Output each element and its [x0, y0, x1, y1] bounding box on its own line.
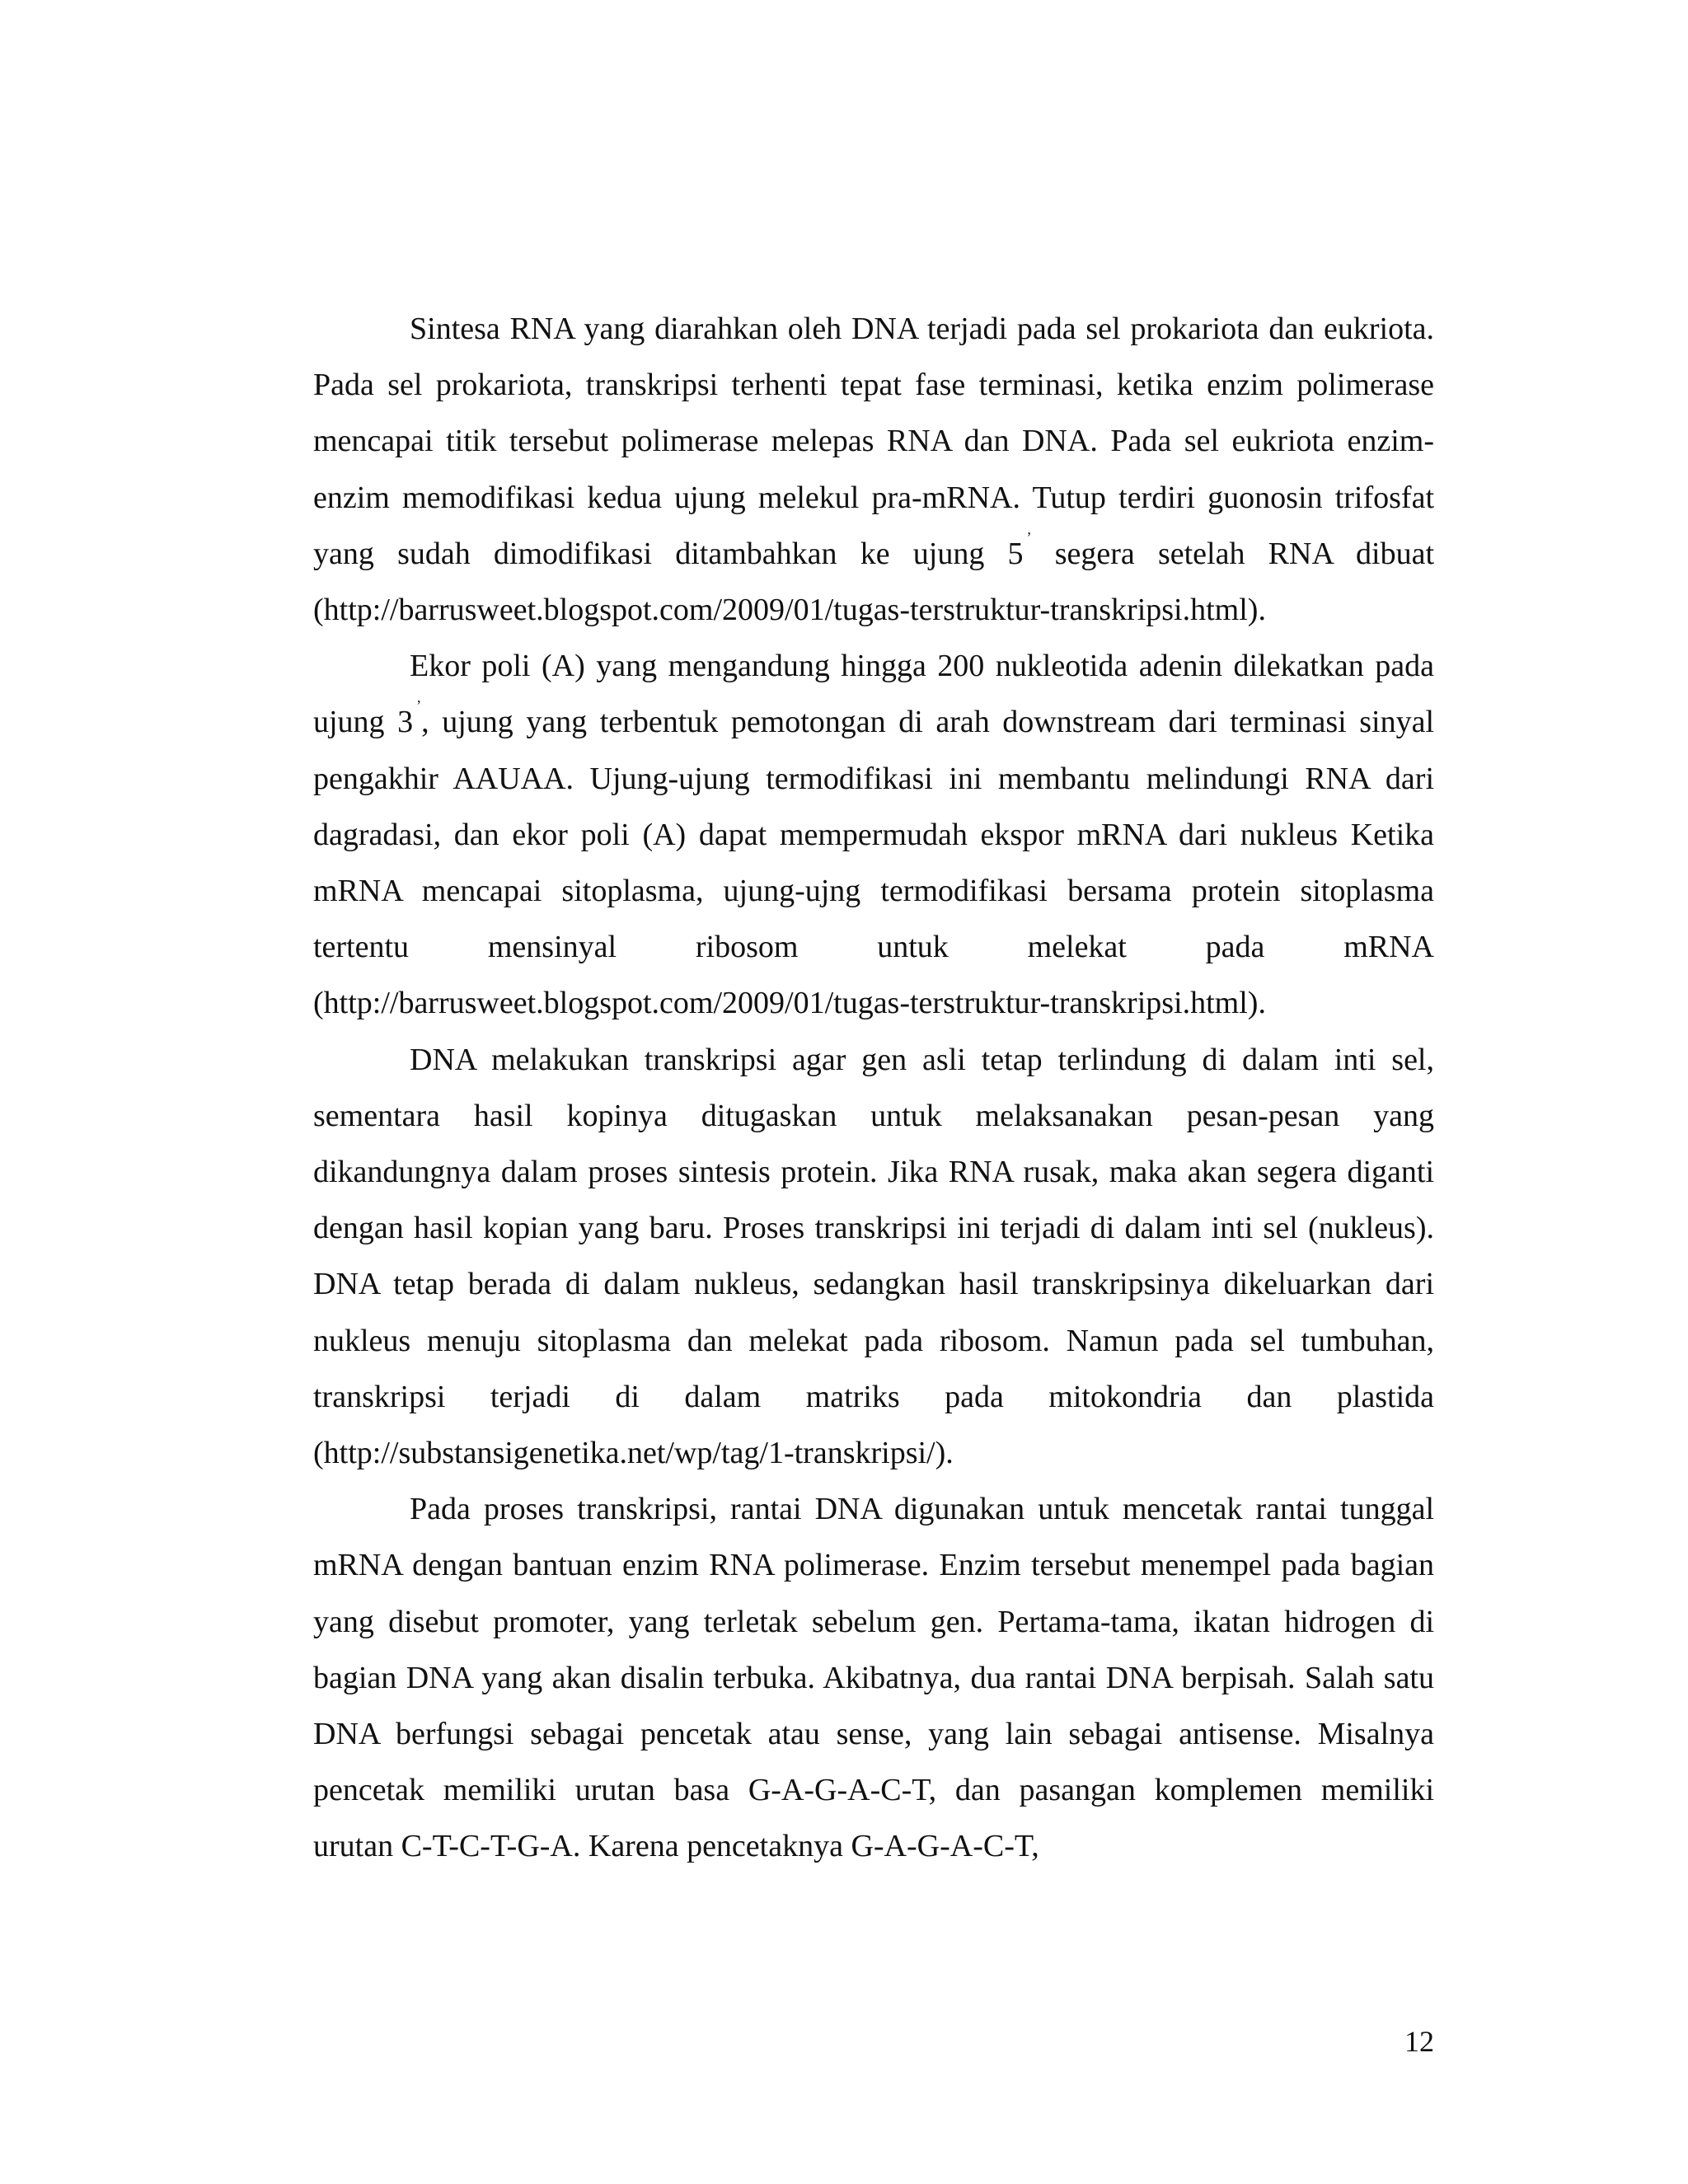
prime-superscript: ’ — [1026, 528, 1032, 546]
paragraph-1 — [313, 301, 1434, 638]
paragraph-2 — [313, 638, 1434, 1031]
paragraph-2-text-a: Ekor poli (A) yang mengandung hingga 200 nukleotida adenin dilekatkan pada ujung 3 — [313, 649, 1434, 740]
paragraph-1-text-a: Sintesa RNA yang diarahkan oleh DNA terjadi pada sel prokariota dan eukriota. Pada sel prokariota, transkripsi terhenti tepat fase terminasi, ketika enzim polimerase mencapai titik tersebut polimerase melepas RNA dan DNA. Pada sel eukriota enzim-enzim memodifikasi kedua ujung melekul pra-mRNA. Tutup terdiri guonosin trifosfat yang sudah dimodifikasi ditambahkan ke ujung 5 — [313, 312, 1434, 571]
paragraph-1-text-b: segera setelah RNA dibuat (http://barrusweet.blogspot.com/2009/01/tugas-terstruktur-transkripsi.html). — [313, 536, 1434, 628]
body-text — [313, 301, 1434, 1875]
paragraph-4: Pada proses transkripsi, rantai DNA digunakan untuk mencetak rantai tunggal mRNA dengan bantuan enzim RNA polimerase. Enzim tersebut menempel pada bagian yang disebut promoter, yang terletak sebelum gen. Pertama-tama, ikatan hidrogen di bagian DNA yang akan disalin terbuka. Akibatnya, dua rantai DNA berpisah. Salah satu DNA berfungsi sebagai pencetak atau sense, yang lain sebagai antisense. Misalnya pencetak memiliki urutan basa G-A-G-A-C-T, dan pasangan komplemen memiliki urutan C-T-C-T-G-A. Karena pencetaknya G-A-G-A-C-T, — [313, 1492, 1434, 1864]
paragraph-3: DNA melakukan transkripsi agar gen asli tetap terlindung di dalam inti sel, sementara hasil kopinya ditugaskan untuk melaksanakan pesan-pesan yang dikandungnya dalam proses sintesis protein. Jika RNA rusak, maka akan segera diganti dengan hasil kopian yang baru. Proses transkripsi ini terjadi di dalam inti sel (nukleus). DNA tetap berada di dalam nukleus, sedangkan hasil transkripsinya dikeluarkan dari nukleus menuju sitoplasma dan melekat pada ribosom. Namun pada sel tumbuhan, transkripsi terjadi di dalam matriks pada mitokondria dan plastida (http://substansigenetika.net/wp/tag/1-transkripsi/). — [313, 1042, 1434, 1471]
page-number: 12 — [1404, 2025, 1434, 2058]
paragraph-2-text-b: , ujung yang terbentuk pemotongan di arah downstream dari terminasi sinyal pengakhir AAUAA. Ujung-ujung termodifikasi ini membantu melindungi RNA dari dagradasi, dan ekor poli (A) dapat mempermudah ekspor mRNA dari nukleus Ketika mRNA mencapai sitoplasma, ujung-ujng termodifikasi bersama protein sitoplasma tertentu mensinyal ribosom untuk melekat pada mRNA (http://barrusweet.blogspot.com/2009/01/tugas-terstruktur-transkripsi.html). — [313, 705, 1434, 1021]
prime-superscript: ’ — [416, 697, 422, 715]
